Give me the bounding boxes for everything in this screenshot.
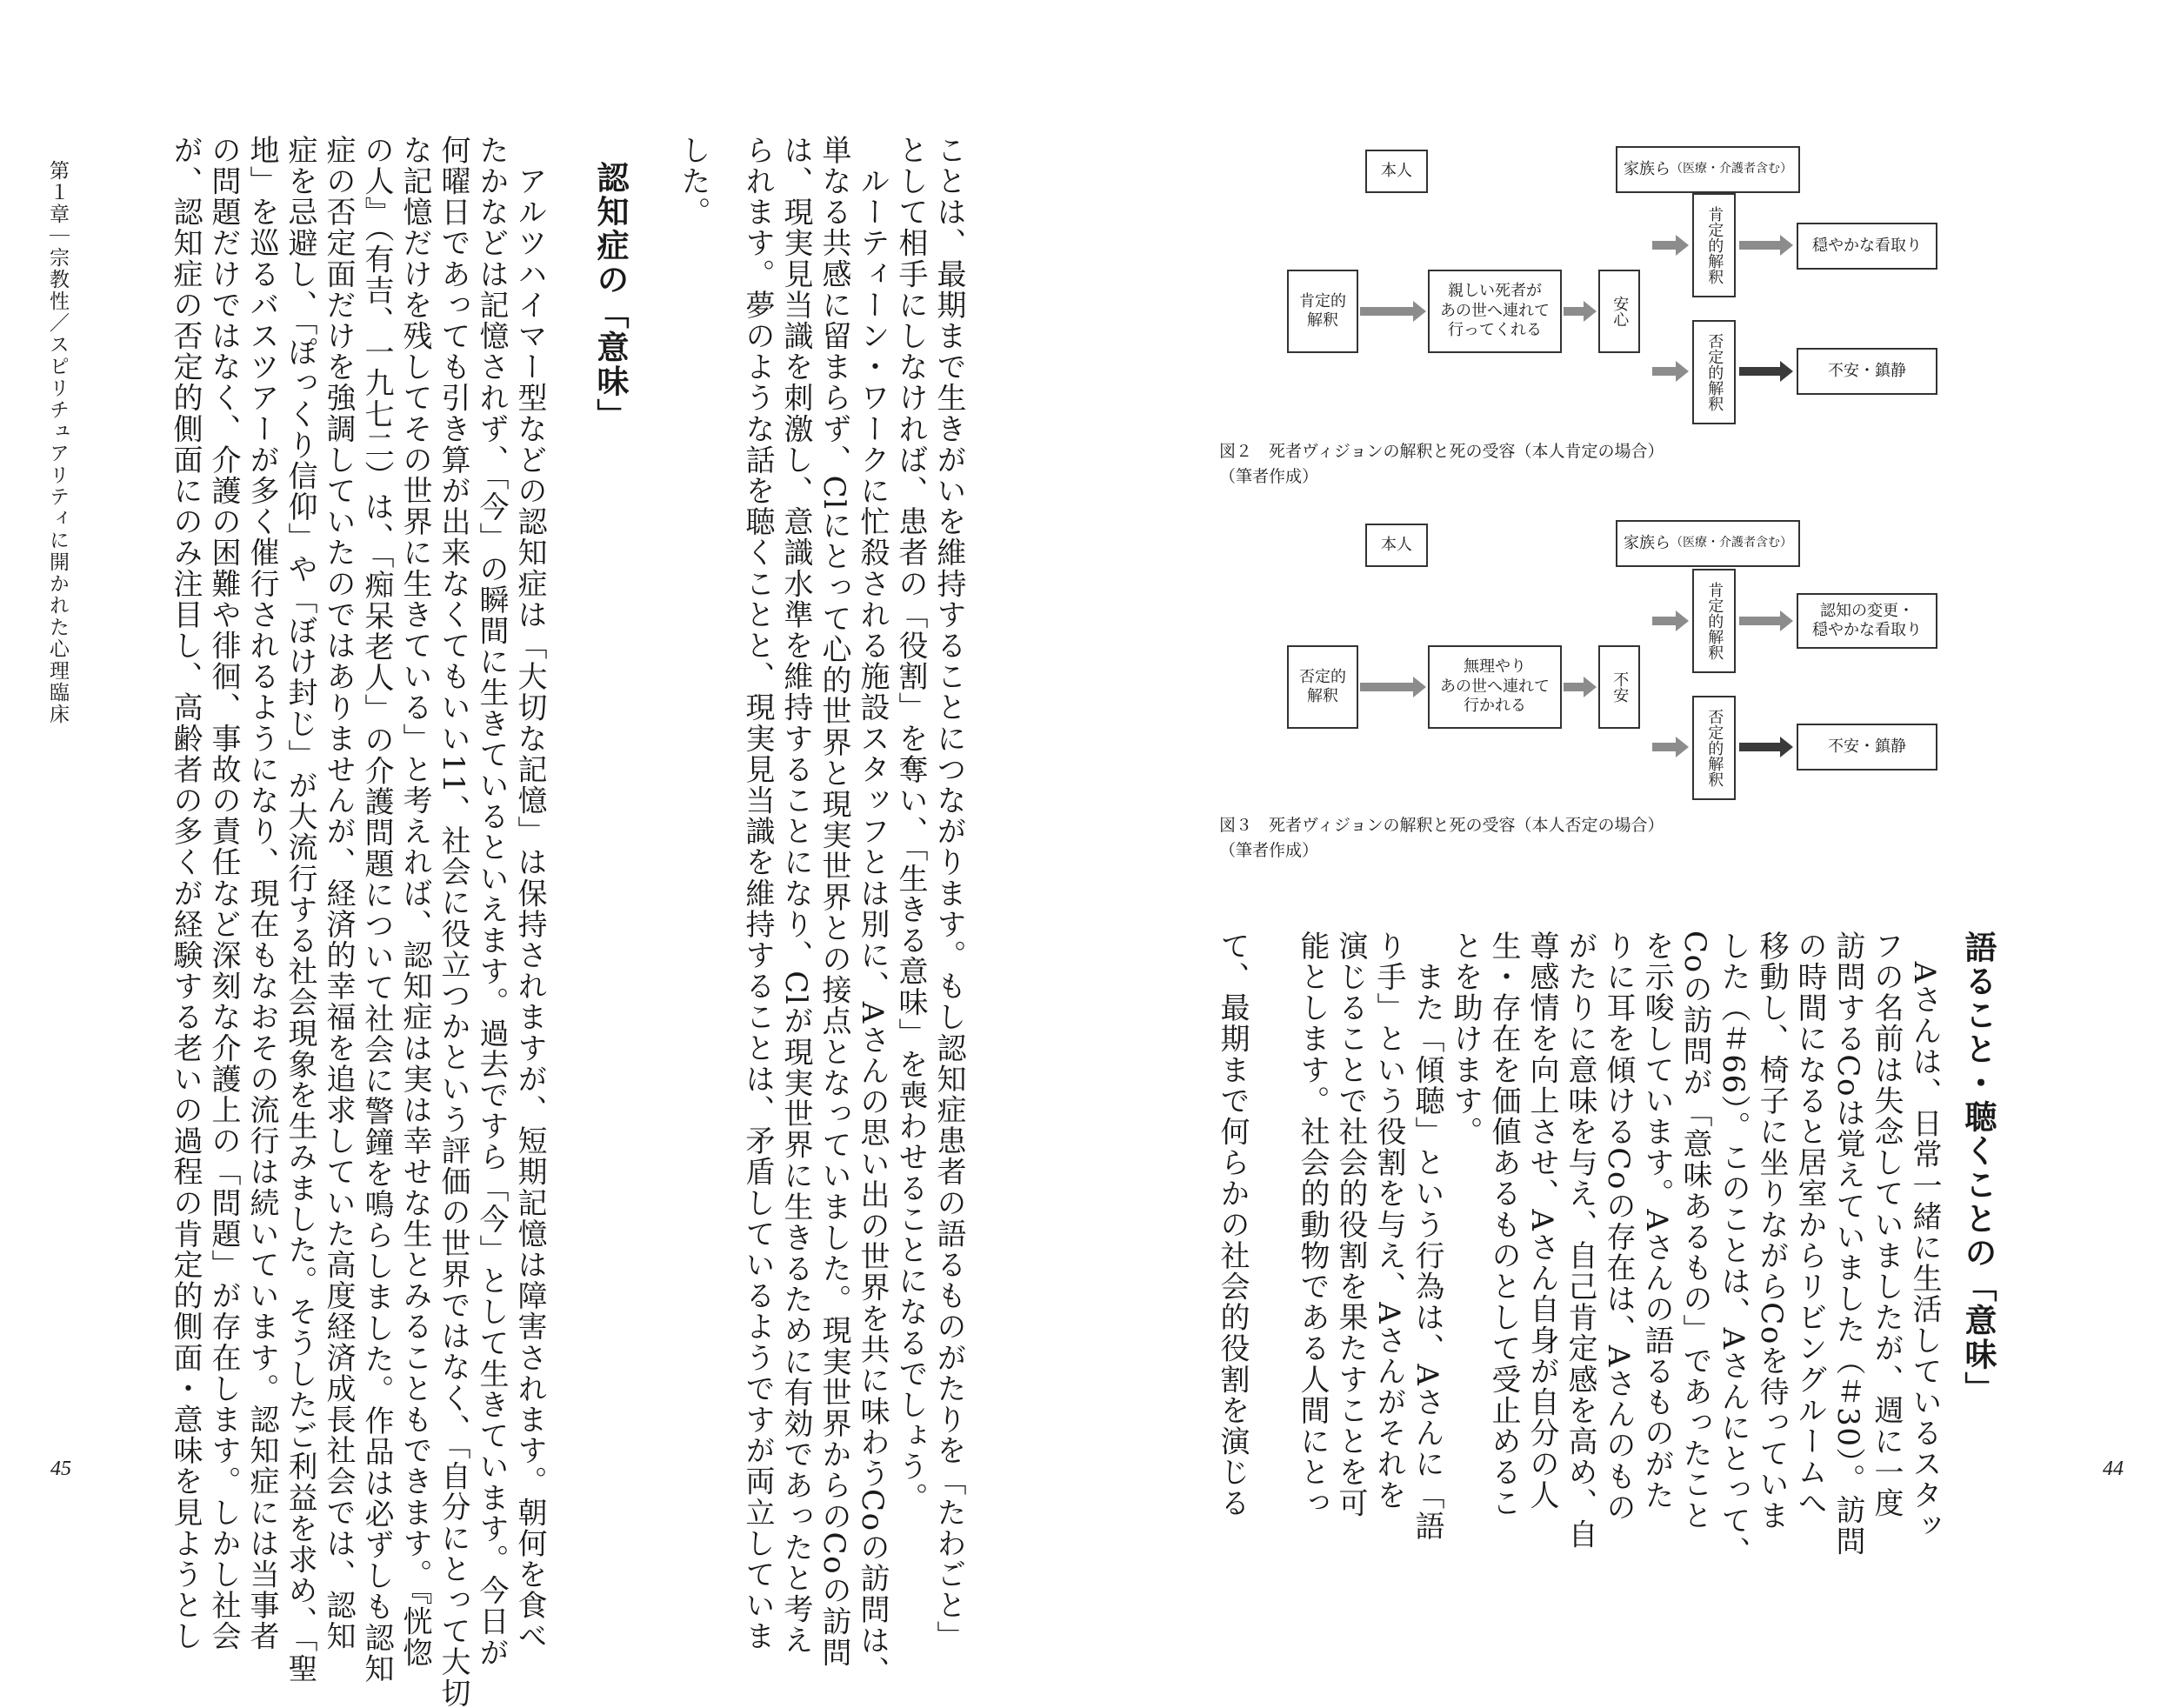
- positive-result-box: 認知の変更・ 穏やかな看取り: [1797, 593, 1937, 649]
- text-column: は、現実見当識を刺激し、意識水準を維持することになり、Clが現実世界に生きるために有効であったと考え: [778, 135, 813, 1656]
- text-column: 演じることで社会的役割を果たすことを可: [1333, 931, 1368, 1519]
- text-column: 能とします。社会的動物である人間にとっ: [1295, 931, 1330, 1519]
- arrow: [1739, 743, 1781, 751]
- negative-result-box: 不安・鎮静: [1797, 348, 1937, 395]
- text-column: が、認知症の否定的側面にのみ注目し、高齢者の多くが経験する老いの過程の肯定的側面・意味を見ようとし: [168, 135, 203, 1652]
- text-column: また「傾聴」という行為は、Aさんに「語: [1410, 931, 1444, 1542]
- caption-note: （筆者作成）: [1219, 466, 1319, 486]
- family-box: [1616, 146, 1800, 193]
- text-column: がたりに意味を与え、自己肯定感を高め、自: [1563, 931, 1597, 1550]
- text-column: とを助けます。: [1448, 931, 1483, 1148]
- text-column: の問題だけではなく、介護の困難や徘徊、事故の責任など深刻な介護上の「問題」が存在します。しかし社会: [206, 135, 241, 1652]
- page-number: 44: [2103, 1458, 2124, 1480]
- text-column: 地」を巡るバスツアーが多く催行されるようになり、現在もなおその流行は続いています。認知症には当事者: [244, 135, 279, 1652]
- arrow: [1739, 367, 1781, 376]
- text-column: 生・存在を価値あるものとして受止めるこ: [1486, 931, 1521, 1519]
- page-number: 45: [50, 1458, 71, 1480]
- arrow: [1564, 307, 1584, 316]
- caption-note: （筆者作成）: [1219, 840, 1319, 860]
- text-column: り手」という役割を与え、Aさんがそれを: [1371, 931, 1406, 1511]
- interpretation-box: 否定的 解釈: [1287, 645, 1358, 729]
- self-box: 本人: [1365, 524, 1428, 567]
- feeling-box: 安心: [1598, 270, 1640, 353]
- figure-2-caption: [1219, 439, 1664, 489]
- caption-title: 図３ 死者ヴィジョンの解釈と死の受容（本人否定の場合）: [1219, 816, 1664, 835]
- text-column: として相手にしなければ、患者の「役割」を奪い、「生きる意味」を喪わせることになるでしょう。: [893, 135, 928, 1513]
- negative-result-box: 不安・鎮静: [1797, 724, 1937, 771]
- text-column: フの名前は失念していましたが、週に一度: [1869, 931, 1904, 1519]
- figure-2: [1287, 139, 1922, 411]
- arrow: [1360, 683, 1414, 691]
- text-column: を示唆しています。Aさんの語るものがた: [1639, 931, 1674, 1511]
- vision-box: 親しい死者が あの世へ連れて 行ってくれる: [1428, 270, 1562, 353]
- feeling-box: 不安: [1598, 645, 1640, 729]
- text-column: て、最期まで何らかの社会的役割を演じる: [1215, 931, 1250, 1519]
- negative-interpretation-box: 否定的解釈: [1692, 696, 1736, 800]
- text-column: の時間になると居室からリビングルームへ: [1792, 931, 1827, 1519]
- arrow: [1739, 617, 1781, 625]
- text-column: ことは、最期まで生きがいを維持することにつながります。もし認知症患者の語るものがたりを「たわごと」: [931, 135, 966, 1652]
- positive-result-box: 穏やかな看取り: [1797, 223, 1937, 270]
- text-column: 訪問するCoは覚えていました（＃30）。訪問: [1831, 931, 1865, 1557]
- caption-title: 図２ 死者ヴィジョンの解釈と死の受容（本人肯定の場合）: [1219, 442, 1664, 461]
- text-column: した（＃66）。このことは、Aさんにとって、: [1716, 931, 1751, 1568]
- arrow: [1652, 743, 1677, 751]
- section-heading: 認知症の「意味」: [591, 161, 629, 432]
- interpretation-box: 肯定的 解釈: [1287, 270, 1358, 353]
- family-label: 家族ら: [1624, 159, 1671, 178]
- text-column: 何曜日であっても引き算が出来なくてもいい11、社会に役立つかという評価の世界ではなく、「自分にとって大切: [436, 135, 470, 1708]
- text-column: Coの訪問が「意味あるもの」であったこと: [1677, 931, 1712, 1531]
- arrow: [1652, 617, 1677, 625]
- figure-3-caption: [1219, 813, 1664, 863]
- text-column: 単なる共感に留まらず、Clにとって心的世界と現実世界との接点となっていました。現実世界からのCoの訪問: [817, 135, 851, 1668]
- family-note: （医療・介護者含む）: [1671, 162, 1792, 177]
- text-column: 症の否定面だけを強調していたのではありませんが、経済的幸福を追求していた高度経済成長社会では、認知: [321, 135, 356, 1652]
- family-box: [1616, 520, 1800, 567]
- running-head: 第１章｜宗教性／スピリチュアリティに開かれた心理臨床: [46, 160, 69, 725]
- arrow: [1564, 683, 1584, 691]
- vision-box: 無理やり あの世へ連れて 行かれる: [1428, 645, 1562, 729]
- arrow: [1739, 241, 1781, 250]
- text-column: アルツハイマー型などの認知症は「大切な記憶」は保持されますが、短期記憶は障害されます。朝何を食べ: [512, 135, 547, 1652]
- text-column: 尊感情を向上させ、Aさん自身が自分の人: [1524, 931, 1559, 1511]
- arrow: [1652, 241, 1677, 250]
- family-note: （医療・介護者含む）: [1671, 536, 1792, 550]
- arrow: [1360, 307, 1414, 316]
- family-label: 家族ら: [1624, 533, 1671, 552]
- text-column: の人』（有吉、一九七二）は、「痴呆老人」の介護問題について社会に警鐘を鳴らしました。作品は必ずしも認知: [359, 135, 394, 1685]
- negative-interpretation-box: 否定的解釈: [1692, 320, 1736, 424]
- positive-interpretation-box: 肯定的解釈: [1692, 569, 1736, 673]
- text-column: りに耳を傾けるCoの存在は、Aさんのもの: [1601, 931, 1636, 1524]
- text-column: 移動し、椅子に坐りながらCoを待っていま: [1754, 931, 1789, 1531]
- figure-3: [1287, 515, 1922, 787]
- text-column: Aさんは、日常一緒に生活しているスタッ: [1907, 931, 1942, 1542]
- arrow: [1652, 367, 1677, 376]
- text-column: 症を忌避し、「ぽっくり信仰」や「ぼけ封じ」が大流行する社会現象を生みました。そうしたご利益を求め、「聖: [283, 135, 317, 1685]
- text-column: られます。夢のような話を聴くことと、現実見当識を維持することは、矛盾しているようですが両立していま: [740, 135, 775, 1652]
- self-box: 本人: [1365, 150, 1428, 193]
- positive-interpretation-box: 肯定的解釈: [1692, 193, 1736, 297]
- text-column: たかなどは記憶されず、「今」の瞬間に生きているといえます。過去ですら「今」として生きています。今日が: [474, 135, 509, 1668]
- text-column: な記憶だけを残してその世界に生きている」と考えれば、認知症は実は幸せな生とみることもできます。『恍惚: [397, 135, 432, 1668]
- text-column: した。: [676, 135, 710, 228]
- section-heading: 語ること・聴くことの「意味」: [1959, 931, 1997, 1405]
- text-column: ルーティーン・ワークに忙殺される施設スタッフとは別に、Aさんの思い出の世界を共に味わうCoの訪問は、: [855, 135, 890, 1687]
